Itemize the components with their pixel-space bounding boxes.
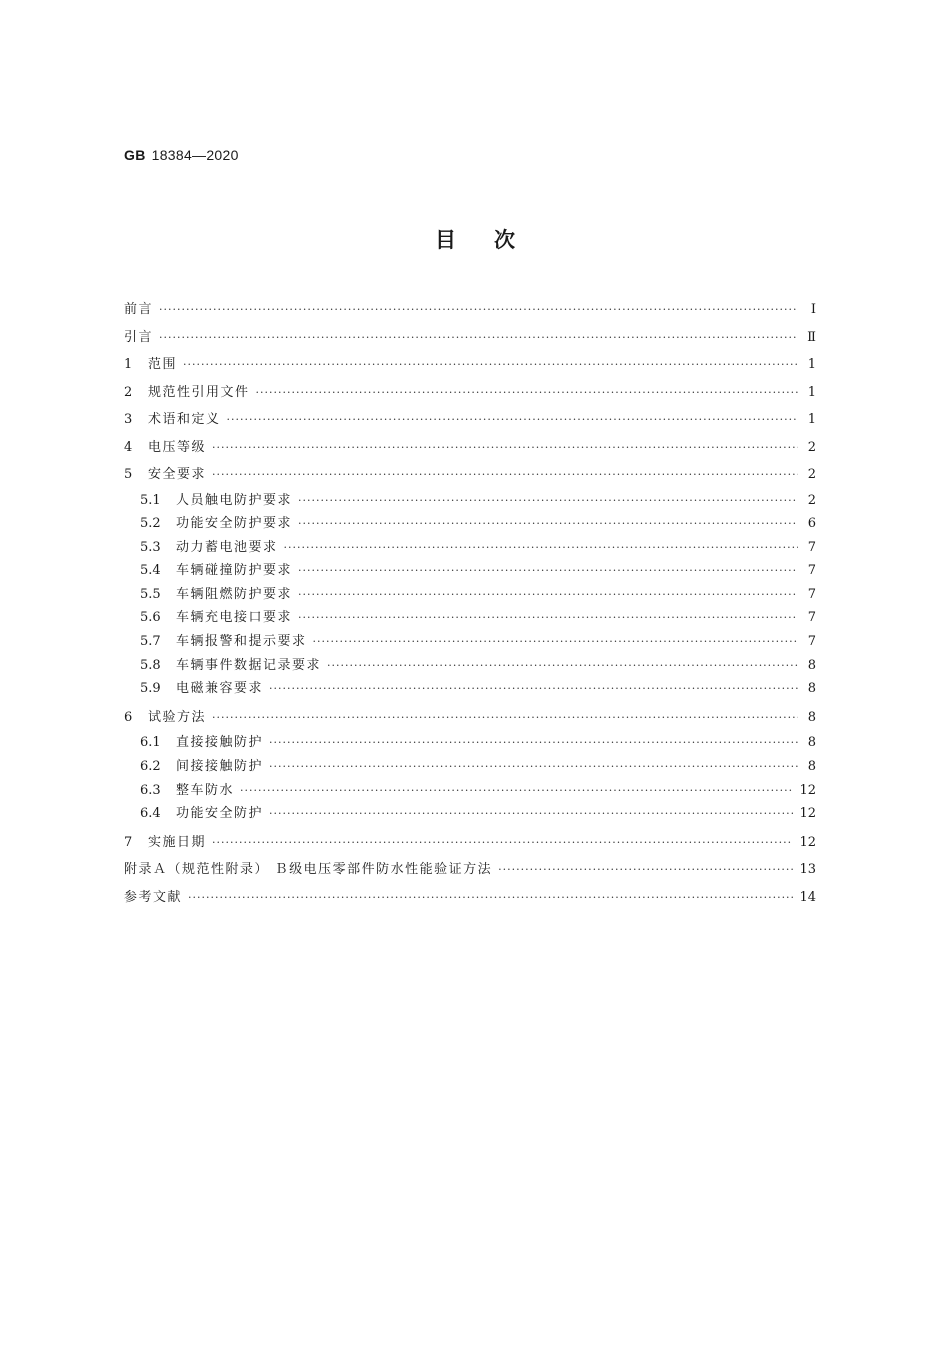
toc-entry[interactable]: [124, 779, 816, 803]
toc-entry-number: 5.3: [140, 539, 161, 555]
toc-dot-leader: [298, 559, 798, 583]
toc-entry-page: 7: [807, 539, 816, 555]
toc-entry[interactable]: [124, 296, 816, 324]
table-of-contents: [124, 296, 816, 911]
toc-dot-leader: [212, 829, 793, 857]
toc-entry[interactable]: [124, 704, 816, 732]
toc-entry-number: 2: [124, 384, 133, 400]
toc-entry-page: Ⅱ: [807, 329, 816, 345]
toc-entry-number: 4: [124, 439, 133, 455]
toc-entry-number: 5.2: [140, 516, 161, 532]
toc-entry[interactable]: [124, 731, 816, 755]
toc-entry-page: 7: [807, 563, 816, 579]
toc-entry-label: 动力蓄电池要求: [176, 539, 278, 555]
toc-entry-label: 人员触电防护要求: [176, 492, 293, 508]
toc-entry-number: 6.3: [140, 782, 161, 798]
toc-dot-leader: [284, 536, 798, 560]
toc-entry-page: 8: [807, 735, 816, 751]
toc-entry-number: 5.1: [140, 492, 161, 508]
toc-entry-label: 试验方法: [148, 709, 207, 725]
toc-entry-number: 7: [124, 834, 133, 850]
toc-dot-leader: [498, 856, 793, 884]
toc-entry-label: 实施日期: [148, 834, 207, 850]
toc-dot-leader: [240, 779, 793, 803]
toc-dot-leader: [227, 406, 798, 434]
toc-entry-label: 附录Ａ（规范性附录） Ｂ级电压零部件防水性能验证方法: [124, 862, 493, 878]
toc-entry[interactable]: [124, 461, 816, 489]
toc-entry-page: 2: [807, 439, 816, 455]
toc-entry-page: 1: [807, 412, 816, 427]
document-code: [124, 147, 239, 163]
toc-entry[interactable]: [124, 406, 816, 434]
toc-dot-leader: [159, 324, 798, 352]
toc-entry[interactable]: [124, 829, 816, 857]
toc-entry-label: 车辆阻燃防护要求: [176, 586, 293, 602]
toc-dot-leader: [269, 677, 798, 701]
toc-entry-number: 5.5: [140, 586, 161, 602]
toc-entry[interactable]: [124, 606, 816, 630]
toc-entry-page: 8: [807, 709, 816, 725]
standard-number: 18384—2020: [151, 147, 239, 163]
toc-entry[interactable]: [124, 324, 816, 352]
toc-entry-page: 8: [807, 758, 816, 774]
toc-entry-number: 5.6: [140, 610, 161, 626]
toc-entry-page: 7: [807, 586, 816, 602]
toc-entry-label: 整车防水: [176, 782, 235, 798]
toc-entry-label: 功能安全防护要求: [176, 516, 293, 532]
toc-entry-number: 6.4: [140, 806, 161, 822]
toc-dot-leader: [183, 351, 798, 379]
standard-prefix: GB: [124, 147, 146, 163]
toc-entry[interactable]: [124, 755, 816, 779]
toc-dot-leader: [269, 731, 798, 755]
toc-entry[interactable]: [124, 351, 816, 379]
toc-entry-page: 14: [799, 889, 816, 905]
page-title: 目次: [435, 228, 553, 252]
toc-entry-number: 5: [124, 467, 133, 482]
toc-entry-label: 术语和定义: [148, 412, 221, 427]
toc-entry-page: 13: [799, 862, 816, 878]
toc-entry-page: 2: [807, 492, 816, 508]
toc-entry-page: 7: [807, 610, 816, 626]
toc-dot-leader: [212, 704, 798, 732]
toc-dot-leader: [212, 461, 798, 489]
toc-entry-number: 5.7: [140, 634, 161, 650]
toc-entry-number: 3: [124, 412, 133, 427]
toc-dot-leader: [269, 755, 798, 779]
toc-entry-label: 车辆事件数据记录要求: [176, 657, 322, 673]
toc-entry-page: 1: [807, 384, 816, 400]
toc-entry-page: 8: [807, 681, 816, 697]
toc-dot-leader: [298, 489, 798, 513]
toc-entry-label: 车辆碰撞防护要求: [176, 563, 293, 579]
toc-dot-leader: [298, 606, 798, 630]
toc-entry[interactable]: [124, 884, 816, 912]
toc-entry-page: 12: [799, 806, 816, 822]
toc-entry[interactable]: [124, 379, 816, 407]
toc-entry[interactable]: [124, 489, 816, 513]
toc-entry-number: 6.1: [140, 735, 161, 751]
toc-entry-label: 规范性引用文件: [148, 384, 250, 400]
toc-entry-number: 5.9: [140, 681, 161, 697]
toc-entry[interactable]: [124, 802, 816, 826]
toc-dot-leader: [159, 296, 798, 324]
toc-entry-label: 车辆报警和提示要求: [176, 634, 307, 650]
toc-entry-number: 1: [124, 357, 133, 372]
toc-entry-page: 2: [807, 467, 816, 482]
toc-entry-label: 直接接触防护: [176, 735, 264, 751]
toc-entry[interactable]: [124, 654, 816, 678]
toc-entry-number: 5.4: [140, 563, 161, 579]
toc-entry-label: 范围: [148, 357, 178, 372]
toc-entry[interactable]: [124, 536, 816, 560]
toc-entry-page: 8: [807, 657, 816, 673]
toc-dot-leader: [212, 434, 798, 462]
toc-entry-page: 12: [799, 834, 816, 850]
toc-entry-label: 车辆充电接口要求: [176, 610, 293, 626]
toc-entry[interactable]: [124, 677, 816, 701]
toc-entry[interactable]: [124, 856, 816, 884]
toc-entry[interactable]: [124, 559, 816, 583]
toc-entry-number: 6: [124, 709, 133, 725]
toc-entry[interactable]: [124, 630, 816, 654]
toc-entry-label: 安全要求: [148, 467, 207, 482]
toc-entry-number: 6.2: [140, 758, 161, 774]
toc-entry-label: 间接接触防护: [176, 758, 264, 774]
toc-entry-label: 电磁兼容要求: [176, 681, 264, 697]
toc-entry[interactable]: [124, 434, 816, 462]
toc-entry-label: 引言: [124, 329, 154, 345]
toc-entry-page: Ⅰ: [810, 302, 816, 317]
toc-entry[interactable]: [124, 512, 816, 536]
toc-entry-page: 7: [807, 634, 816, 650]
toc-dot-leader: [298, 583, 798, 607]
toc-entry-page: 12: [799, 782, 816, 798]
toc-dot-leader: [269, 802, 793, 826]
toc-entry-label: 功能安全防护: [176, 806, 264, 822]
toc-dot-leader: [313, 630, 798, 654]
toc-entry-number: 5.8: [140, 657, 161, 673]
toc-entry-page: 1: [807, 357, 816, 372]
toc-entry-page: 6: [807, 516, 816, 532]
toc-dot-leader: [188, 884, 793, 912]
toc-dot-leader: [327, 654, 798, 678]
toc-dot-leader: [256, 379, 798, 407]
toc-entry-label: 参考文献: [124, 889, 183, 905]
toc-dot-leader: [298, 512, 798, 536]
toc-entry-label: 电压等级: [148, 439, 207, 455]
toc-entry-label: 前言: [124, 302, 154, 317]
toc-entry[interactable]: [124, 583, 816, 607]
